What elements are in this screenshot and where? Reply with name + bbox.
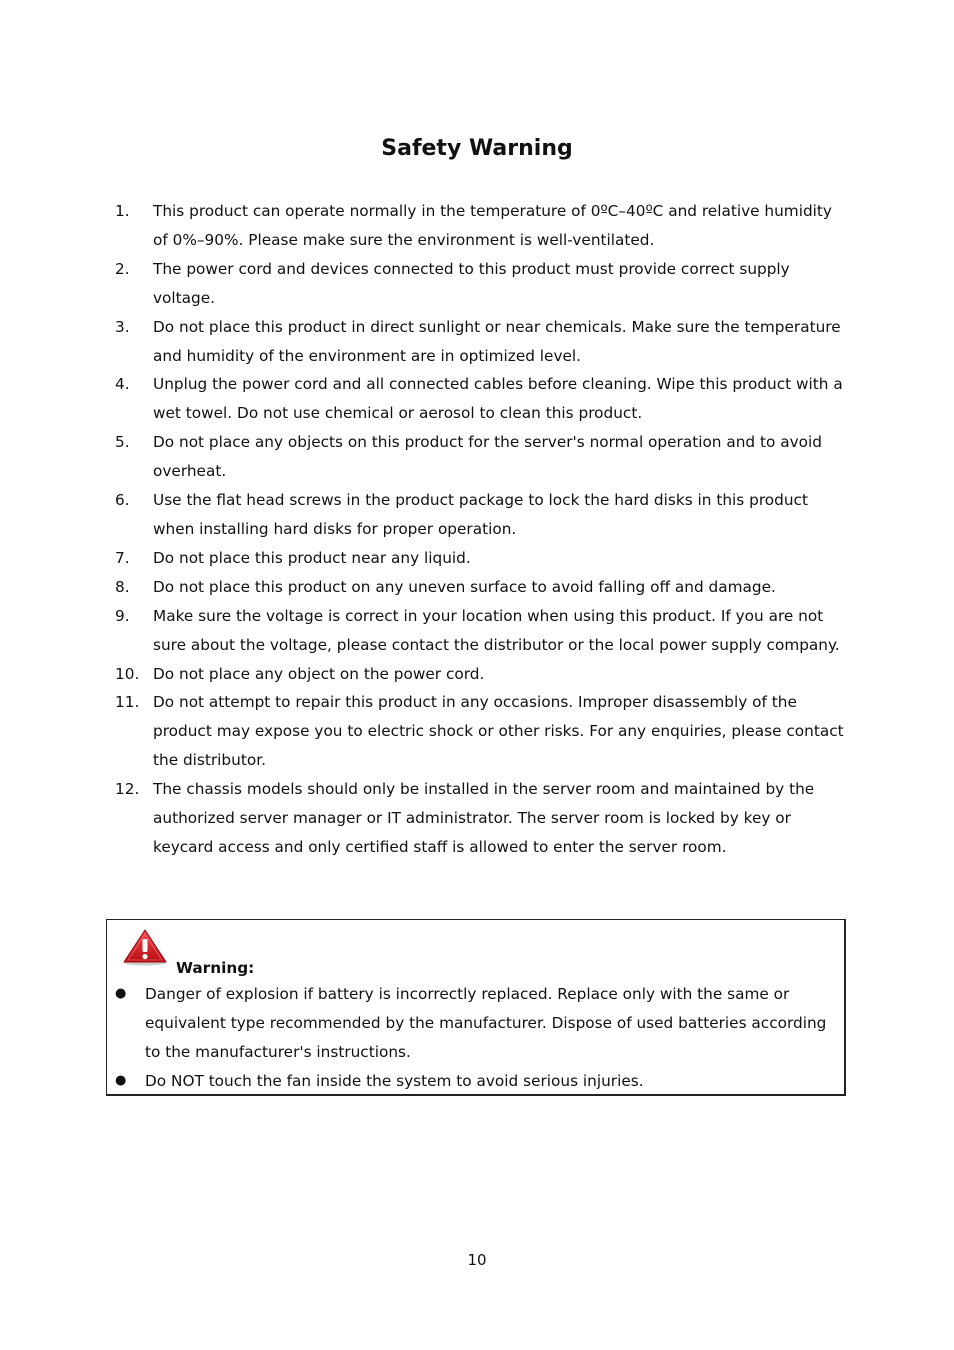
item-text: Do not place this product in direct sunlight or near chemicals. Make sure the temperature and humidity of the environment are in optimized level. — [153, 317, 841, 365]
list-item — [115, 544, 850, 573]
list-item — [115, 255, 850, 313]
page-number: 10 — [467, 1251, 487, 1269]
item-text: Make sure the voltage is correct in your location when using this product. If you are not sure about the voltage, please contact the distributor or the local power supply company. — [153, 606, 840, 654]
item-number: 2. — [115, 259, 130, 278]
warning-label: Warning: — [176, 959, 255, 977]
item-text: The chassis models should only be installed in the server room and maintained by the authorized server manager or IT administrator. The server room is locked by key or keycard access and only certified staff is allowed to enter the server room. — [153, 780, 815, 856]
bullet-text: Danger of explosion if battery is incorrectly replaced. Replace only with the same or equivalent type recommended by the manufacturer. Dispose of used batteries according to the manufacturer's instructions. — [145, 985, 827, 1061]
item-number: 10. — [115, 664, 140, 683]
item-number: 8. — [115, 577, 130, 596]
list-item — [115, 980, 835, 1067]
item-text: Unplug the power cord and all connected cables before cleaning. Wipe this product with a wet towel. Do not use chemical or aerosol to clean this product. — [153, 375, 843, 423]
item-text: The power cord and devices connected to this product must provide correct supply voltage. — [153, 259, 790, 307]
list-item — [115, 1067, 835, 1096]
list-item — [115, 602, 850, 660]
page-title: Safety Warning — [381, 136, 573, 161]
item-text: This product can operate normally in the temperature of 0ºC–40ºC and relative humidity of 0%–90%. Please make sure the environment is well-ventilated. — [153, 202, 832, 249]
item-number: 12. — [115, 780, 140, 799]
item-number: 4. — [115, 375, 130, 394]
list-item — [115, 573, 850, 602]
item-number: 1. — [115, 202, 130, 220]
list-item — [115, 688, 850, 775]
bullet-text: Do NOT touch the fan inside the system to avoid serious injuries. — [145, 1071, 644, 1090]
warning-list — [115, 980, 835, 1096]
item-text: Do not place this product near any liquid. — [153, 548, 471, 567]
item-number: 5. — [115, 433, 130, 452]
item-number: 9. — [115, 606, 130, 625]
item-text: Do not place any object on the power cord. — [153, 664, 485, 683]
bullet-icon: ● — [115, 986, 127, 1001]
warning-triangle-icon — [122, 928, 168, 966]
list-item — [115, 775, 850, 862]
bullet-icon: ● — [115, 1072, 127, 1088]
item-number: 3. — [115, 317, 130, 336]
item-number: 11. — [115, 693, 140, 712]
item-text: Use the flat head screws in the product package to lock the hard disks in this product when installing hard disks for proper operation. — [153, 491, 808, 538]
safety-list — [115, 197, 850, 862]
list-item — [115, 486, 850, 544]
item-number: 6. — [115, 491, 130, 510]
list-item — [115, 370, 850, 428]
list-item — [115, 660, 850, 689]
item-text: Do not attempt to repair this product in any occasions. Improper disassembly of the product may expose you to electric shock or other risks. For any enquiries, please contact the distributor. — [153, 693, 844, 770]
item-number: 7. — [115, 548, 130, 567]
warning-box — [106, 919, 846, 1096]
list-item — [115, 197, 850, 255]
list-item — [115, 428, 850, 486]
item-text: Do not place any objects on this product for the server's normal operation and to avoid overheat. — [153, 433, 822, 481]
list-item — [115, 313, 850, 371]
item-text: Do not place this product on any uneven surface to avoid falling off and damage. — [153, 577, 776, 596]
